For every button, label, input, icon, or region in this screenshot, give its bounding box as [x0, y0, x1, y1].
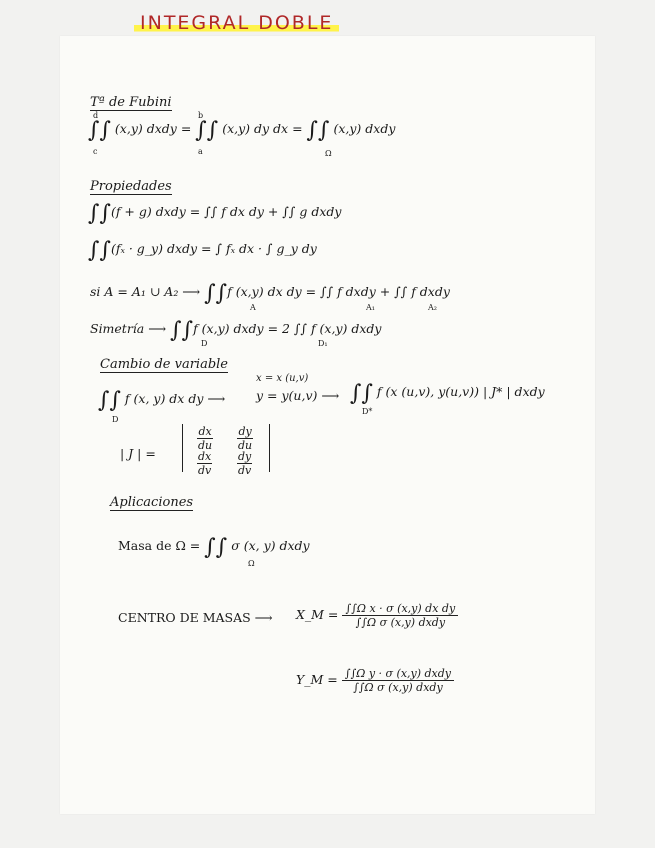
- xm-equation: X_M = $\frac{\text{∫∫Ω x · σ (x,y) dx dy}}{\text{∫∫Ω σ (x,y) dxdy}}$: [296, 603, 458, 628]
- sub-D: D: [201, 339, 208, 348]
- limit-omega: Ω: [325, 149, 332, 158]
- jacobian-cell-22: $\frac{dy}{dv}$: [238, 450, 252, 477]
- limit-d: d: [93, 111, 99, 120]
- fubini-part-1: (x,y) dxdy =: [114, 121, 196, 136]
- property-symmetry: Simetría ⟶ ∫∫f (x,y) dxdy = 2 ∫∫ f (x,y) dxdy: [90, 318, 382, 343]
- heading-aplicaciones: Aplicaciones: [110, 495, 194, 510]
- property-union: si A = A₁ ∪ A₂ ⟶ ∫∫f (x,y) dx dy = ∫∫ f dxdy + ∫∫ f dxdy: [90, 281, 450, 306]
- ym-fraction: $\frac{\text{∫∫Ω y · σ (x,y) dxdy}}{\text{∫∫Ω σ (x,y) dxdy}}$: [342, 668, 454, 693]
- double-integral-symbol: ∫∫: [88, 118, 111, 143]
- heading-propiedades: Propiedades: [90, 179, 172, 194]
- sub-D-region: D: [112, 415, 119, 424]
- sub-Dstar-region: D*: [362, 407, 373, 416]
- centro-masas-label: CENTRO DE MASAS ⟶: [118, 610, 273, 625]
- property-sum: ∫∫(f + g) dxdy = ∫∫ f dx dy + ∫∫ g dxdy: [88, 201, 342, 226]
- limit-c: c: [93, 147, 98, 156]
- double-integral-symbol: ∫∫: [306, 118, 330, 143]
- double-integral-symbol: ∫∫: [195, 118, 219, 143]
- ym-equation: Y_M = $\frac{\text{∫∫Ω y · σ (x,y) dxdy}}{\text{∫∫Ω σ (x,y) dxdy}}$: [296, 668, 454, 693]
- fubini-equation: [88, 120, 395, 142]
- fubini-part-2: (x,y) dy dx =: [222, 121, 307, 136]
- page-title: INTEGRAL DOBLE: [134, 14, 339, 33]
- jacobian-cell-12: $\frac{dy}{du}$: [238, 425, 253, 452]
- change-variable-rhs: ∫∫ f (x (u,v), y(u,v)) | J* | dxdy: [350, 381, 545, 406]
- map-y: y = y(u,v) ⟶: [256, 388, 340, 403]
- change-variable-lhs: ∫∫ f (x, y) dx dy ⟶: [98, 388, 226, 413]
- jacobian-cell-11: $\frac{dx}{du}$: [198, 425, 213, 452]
- jacobian-matrix: [182, 424, 270, 477]
- jacobian-label: | J | =: [120, 446, 156, 461]
- fubini-part-3: (x,y) dxdy: [333, 121, 396, 136]
- heading-cambio-variable: Cambio de variable: [100, 357, 229, 372]
- limit-a: a: [198, 147, 203, 156]
- masa-equation: Masa de Ω = ∫∫ σ (x, y) dxdy: [118, 535, 310, 560]
- limit-b: b: [198, 111, 204, 120]
- sub-A: A: [250, 303, 256, 312]
- map-x: x = x (u,v): [256, 373, 309, 384]
- xm-fraction: $\frac{\text{∫∫Ω x · σ (x,y) dx dy}}{\text{∫∫Ω σ (x,y) dxdy}}$: [342, 603, 458, 628]
- sub-A2: A₂: [428, 303, 437, 312]
- sub-D1: D₁: [318, 339, 328, 348]
- jacobian-cell-21: $\frac{dx}{dv}$: [198, 450, 212, 477]
- sub-omega-masa: Ω: [248, 559, 255, 568]
- heading-fubini: Tª de Fubini: [90, 95, 172, 110]
- property-product: ∫∫(fₓ · g_y) dxdy = ∫ fₓ dx · ∫ g_y dy: [88, 238, 317, 263]
- sub-A1: A₁: [366, 303, 375, 312]
